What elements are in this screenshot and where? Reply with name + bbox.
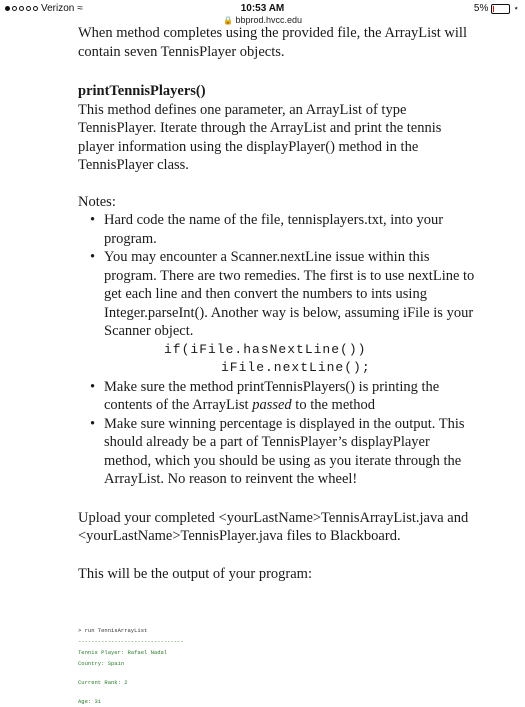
emphasis-text: passed: [252, 397, 292, 413]
output-intro: This will be the output of your program:: [78, 565, 312, 582]
code-line: if(iFile.hasNextLine()): [164, 341, 367, 357]
upload-instructions: Upload your completed <yourLastName>TennisArrayList.java and <yourLastName>TennisPlayer.java files to Blackboard.: [78, 509, 469, 544]
console-command: > run TennisArrayList: [78, 627, 148, 634]
console-separator: --------------------------------: [78, 638, 184, 645]
charging-icon: ⋆: [513, 3, 519, 13]
list-item: [78, 378, 478, 415]
notes-label: Notes:: [78, 193, 116, 210]
note-text: Make sure winning percentage is displayed in the output. This should already be a part of TennisPlayer’s displayPlayer method, which you should be using as you iterate through the ArrayList. No reason to reinvent the wheel!: [104, 415, 465, 487]
note-text: Make sure the method printTennisPlayers() is printing the contents of the ArrayList: [104, 378, 440, 413]
list-item: [78, 415, 478, 489]
bullet-icon: •: [90, 212, 96, 228]
console-output: [78, 625, 498, 707]
url-text: bbprod.hvcc.edu: [235, 15, 303, 25]
lock-icon: 🔒: [222, 16, 233, 25]
carrier-name: Verizon: [41, 3, 75, 14]
console-line: Age: 31: [78, 698, 102, 705]
document-content: [78, 24, 478, 583]
clock: 10:53 AM: [240, 3, 285, 14]
method-description: This method defines one parameter, an ArrayList of type TennisPlayer. Iterate through the ArrayList and print the tennis player information using the displayPlayer() method in the TennisPlayer class.: [78, 101, 442, 173]
battery-icon: [491, 4, 510, 14]
list-item: [78, 211, 478, 248]
note-text: Hard code the name of the file, tennisplayers.txt, into your program.: [104, 212, 444, 247]
code-line: iFile.nextLine();: [221, 360, 371, 375]
battery-status: [474, 3, 519, 14]
bullet-icon: •: [90, 378, 96, 395]
console-line: Current Rank: 2: [78, 679, 128, 686]
bullet-icon: •: [90, 249, 96, 265]
note-text: You may encounter a Scanner.nextLine issue within this program. There are two remedies. The first is to use nextLine to get each line and then convert the numbers to ints using Integer.parseInt(). Another way is below, assuming iFile is your Scanner object.: [104, 249, 475, 339]
bullet-icon: •: [90, 415, 96, 432]
note-text: to the method: [291, 397, 376, 413]
battery-percent: 5%: [473, 3, 489, 14]
console-line: Country: Spain: [78, 660, 125, 667]
wifi-icon: ≈: [77, 3, 83, 14]
method-heading: printTennisPlayers(): [78, 83, 206, 99]
intro-paragraph: When method completes using the provided file, the ArrayList will contain seven TennisPlayer objects.: [78, 25, 467, 60]
console-line: Tennis Player: Rafael Nadal: [78, 649, 168, 656]
list-item: [78, 248, 478, 378]
notes-list: [78, 211, 478, 489]
